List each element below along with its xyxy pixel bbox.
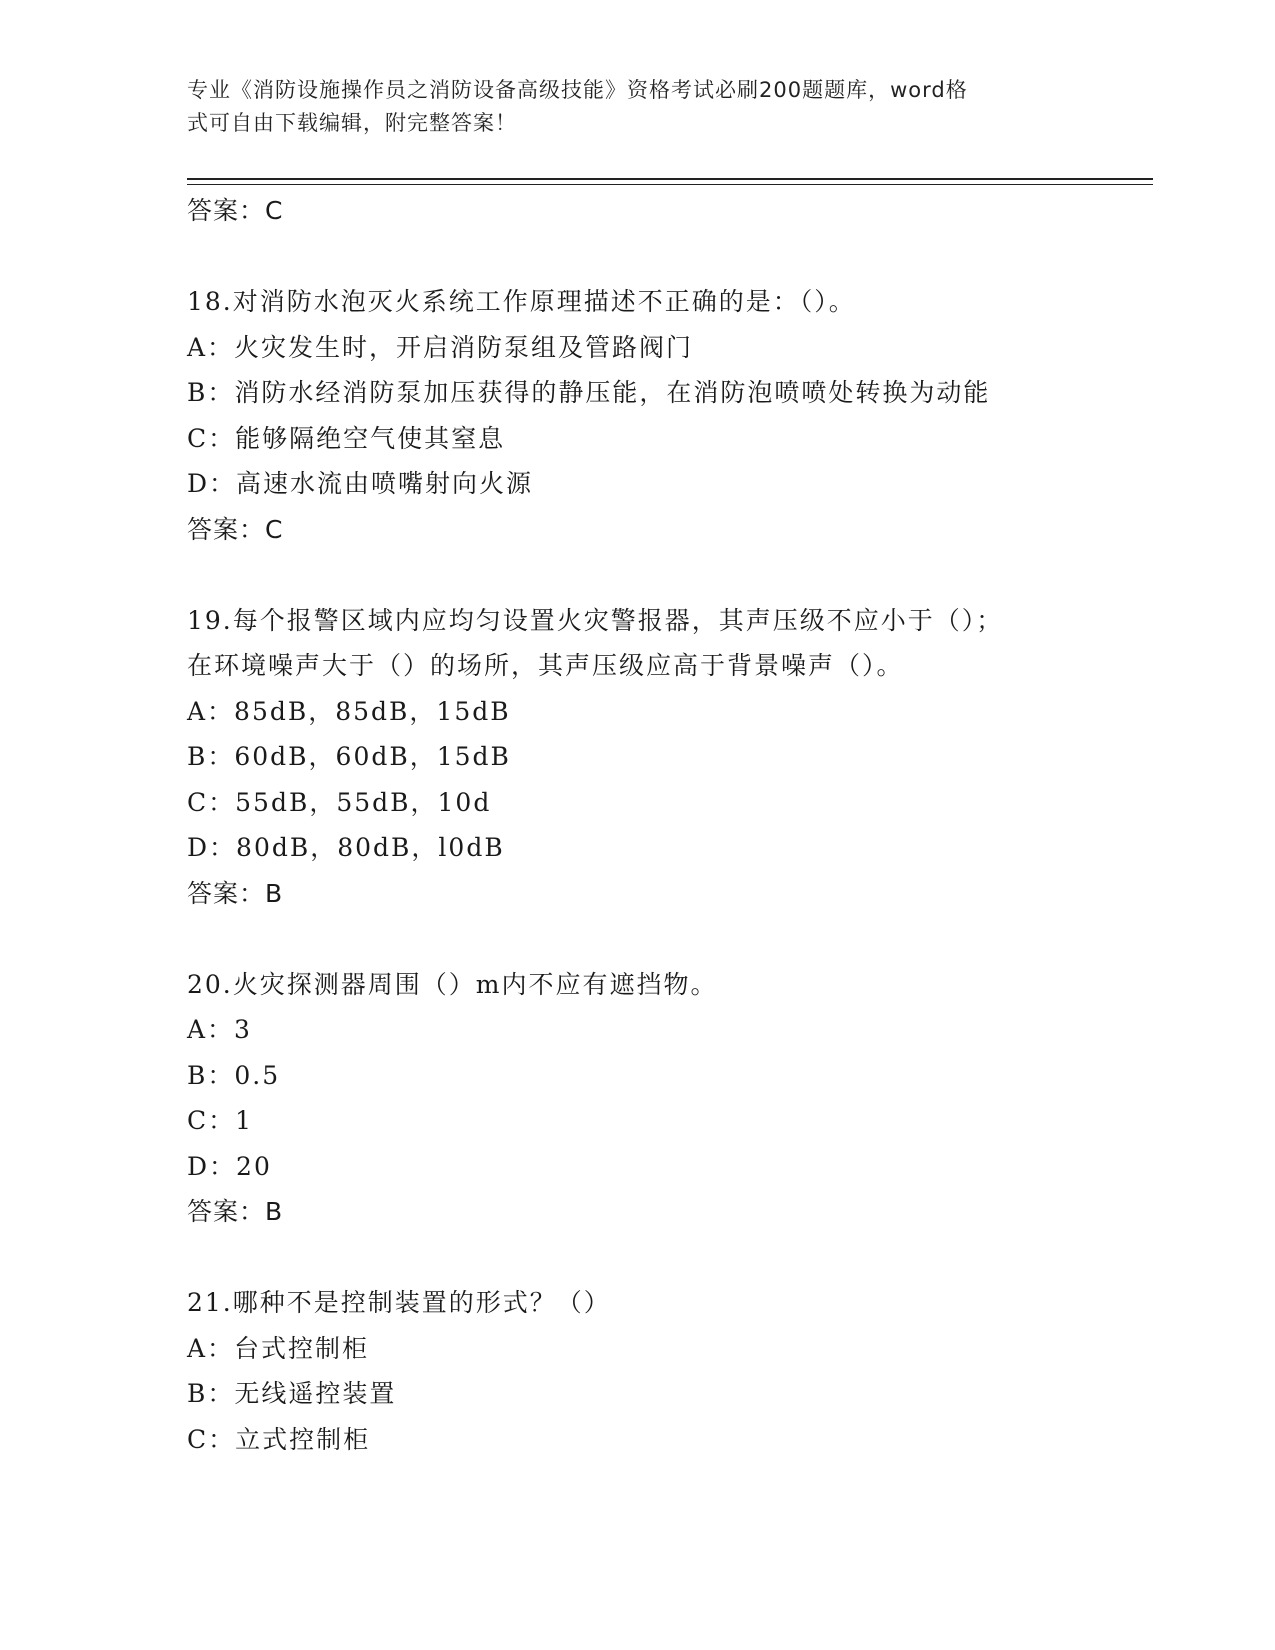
option-c: C：1 (187, 1106, 254, 1135)
question-block (187, 279, 1147, 552)
option-c: C：立式控制柜 (187, 1424, 371, 1454)
option-b: B：60dB，60dB，15dB (187, 742, 511, 771)
header-line-2: 式可自由下载编辑，附完整答案！ (187, 111, 517, 135)
option-b: B：无线遥控装置 (187, 1379, 397, 1408)
question-block (187, 1280, 1147, 1462)
answer-line: 答案：B (187, 878, 284, 908)
question-list (187, 188, 1147, 1462)
header-rule-thin (187, 184, 1153, 185)
document-header (187, 74, 1067, 140)
option-b: B：0.5 (187, 1060, 281, 1090)
option-a: A：3 (187, 1015, 252, 1044)
question-stem: 19.每个报警区域内应均匀设置火灾警报器，其声压级不应小于（）； (187, 605, 1004, 635)
option-a: A：火灾发生时，开启消防泵组及管路阀门 (187, 332, 694, 362)
question-block (187, 598, 1147, 917)
header-line-1: 专业《消防设施操作员之消防设备高级技能》资格考试必刷200题题库，word格 (187, 78, 968, 102)
spacer (187, 1235, 1147, 1281)
option-a: A：85dB，85dB，15dB (187, 696, 511, 726)
option-b: B：消防水经消防泵加压获得的静压能，在消防泡喷喷处转换为动能 (187, 378, 991, 407)
question-stem: 20.火灾探测器周围（）m内不应有遮挡物。 (187, 969, 718, 999)
question-stem: 18.对消防水泡灭火系统工作原理描述不正确的是：（）。 (187, 287, 856, 316)
option-d: D：20 (187, 1151, 272, 1181)
spacer (187, 234, 1147, 280)
option-d: D：80dB，80dB，l0dB (187, 833, 505, 862)
option-c: C：能够隔绝空气使其窒息 (187, 423, 506, 453)
spacer (187, 552, 1147, 598)
question-stem: 21.哪种不是控制装置的形式？（） (187, 1288, 611, 1317)
answer-line: 答案：C (187, 196, 284, 225)
option-d: D：高速水流由喷嘴射向火源 (187, 469, 534, 498)
answer-line: 答案：B (187, 1197, 284, 1226)
answer-line: 答案：C (187, 514, 284, 544)
header-rule-thick (187, 178, 1153, 180)
question-stem-continued: 在环境噪声大于（）的场所，其声压级应高于背景噪声（）。 (187, 651, 904, 680)
question-block (187, 962, 1147, 1235)
spacer (187, 916, 1147, 962)
option-c: C：55dB，55dB，10d (187, 787, 492, 817)
option-a: A：台式控制柜 (187, 1333, 370, 1363)
